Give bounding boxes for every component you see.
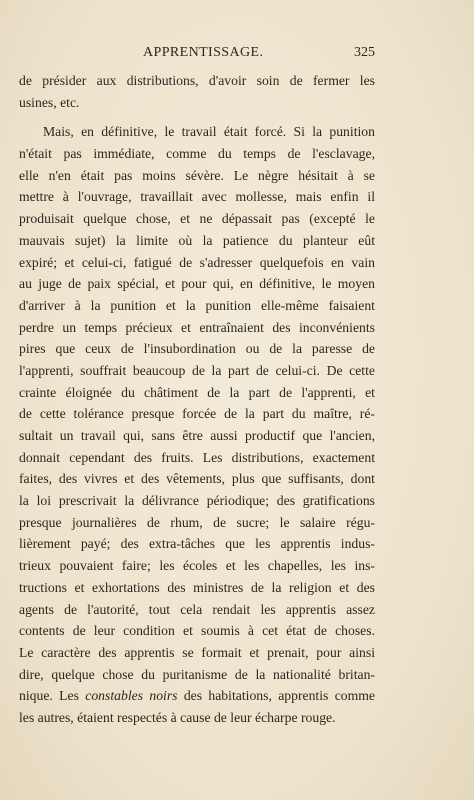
line-start: nique. Les — [19, 688, 86, 704]
text-line: donnait cependant des fruits. Les distributions, exactement — [19, 449, 375, 465]
text-line: mettre à l'ouvrage, travaillait avec mollesse, mais enfin il — [19, 189, 375, 205]
text-line: les autres, étaient respectés à cause de leur écharpe rouge. — [19, 709, 336, 725]
text-line: elle n'en était pas moins sévère. Le nègre hésitait à se — [19, 167, 375, 183]
text-line: n'était pas immédiate, comme du temps de l'esclavage, — [19, 146, 375, 162]
italic-phrase: constables noirs — [85, 688, 178, 704]
text-line: trieux pouvaient faire; les écoles et les chapelles, les ins- — [19, 558, 375, 574]
text-line: de présider aux distributions, d'avoir soin de fermer les — [19, 73, 375, 88]
text-line: produisait quelque chose, et ne dépassait pas (excepté le — [19, 211, 375, 227]
text-line: expiré; et celui-ci, fatigué de s'adresser quelquefois en vain — [19, 254, 375, 270]
text-line: pires que ceux de l'insubordination ou de la paresse de — [19, 341, 375, 357]
text-line: faites, des vivres et des vêtements, plus que suffisants, dont — [19, 471, 375, 487]
text-line — [19, 685, 375, 707]
text-line: perdre un temps précieux et entraînaient des inconvénients — [19, 319, 375, 335]
text-line: sultait un travail qui, sans être aussi productif que l'ancien, — [19, 428, 375, 443]
text-line: contents de leur condition et soumis à cet état de choses. — [19, 623, 375, 639]
page-number: 325 — [354, 45, 375, 60]
text-line: usines, etc. — [19, 94, 80, 110]
line-end: des habitations, apprentis comme — [177, 688, 375, 704]
running-head: APPRENTISSAGE. — [143, 45, 264, 60]
text-line: lièrement payé; des extra-tâches que les apprentis indus- — [19, 536, 375, 552]
text-line: d'arriver à la punition et la punition elle-même faisaient — [19, 297, 375, 313]
text-line: tructions et exhortations des ministres de la religion et des — [19, 579, 375, 595]
text-line: de cette tolérance presque forcée de la part du maître, ré- — [19, 406, 375, 422]
text-line: Le caractère des apprentis se formait et prenait, pour ainsi — [19, 644, 375, 660]
text-line: presque journalières de rhum, de sucre; le salaire régu- — [19, 514, 375, 530]
text-line: mauvais sujet) la limite où la patience du planteur eût — [19, 232, 375, 248]
text-line: agents de l'autorité, tout cela rendait les apprentis assez — [19, 601, 375, 617]
text-line: dire, quelque chose du puritanisme de la nationalité britan- — [19, 666, 375, 682]
page-header — [19, 45, 375, 65]
text-line: la loi prescrivait la délivrance périodique; des gratifications — [19, 493, 375, 509]
text-line: crainte éloignée du châtiment de la part de l'apprenti, et — [19, 384, 375, 400]
body-text — [19, 70, 375, 729]
text-line: au juge de paix spécial, et pour qui, en définitive, le moyen — [19, 276, 375, 292]
text-line: l'apprenti, souffrait beaucoup de la part de celui-ci. De cette — [19, 362, 375, 378]
text-line: Mais, en définitive, le travail était forcé. Si la punition — [43, 124, 375, 140]
